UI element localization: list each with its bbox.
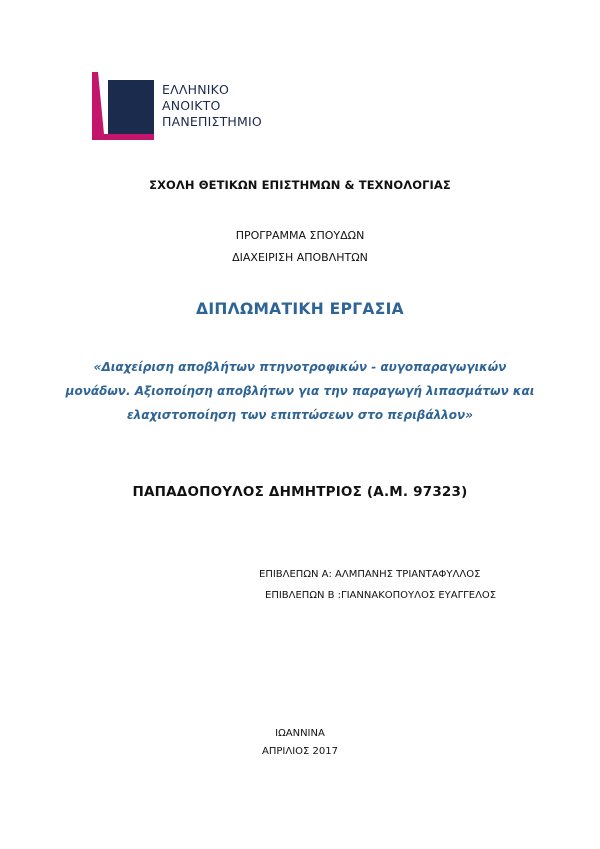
logo-line-2: ΑΝΟΙΚΤΟ: [162, 98, 221, 113]
thesis-title-line-2: μονάδων. Αξιοποίηση αποβλήτων για την παραγωγή λιπασμάτων και: [65, 384, 535, 398]
supervisor-b: ΕΠΙΒΛΕΠΩΝ Β :ΓΙΑΝΝΑΚΟΠΟΥΛΟΣ ΕΥΑΓΓΕΛΟΣ: [265, 590, 497, 601]
logo-wordmark: [162, 82, 262, 130]
author-name: ΠΑΠΑΔΟΠΟΥΛΟΣ ΔΗΜΗΤΡΙΟΣ (Α.Μ. 97323): [132, 484, 468, 500]
place: ΙΩΑΝΝΙΝΑ: [275, 728, 325, 739]
thesis-title: [0, 355, 600, 427]
logo-line-1: ΕΛΛΗΝΙΚΟ: [162, 82, 230, 97]
logo-line-3: ΠΑΝΕΠΙΣΤΗΜΙΟ: [162, 114, 262, 129]
document-type: ΔΙΠΛΩΜΑΤΙΚΗ ΕΡΓΑΣΙΑ: [196, 300, 404, 318]
program-subject: ΔΙΑΧΕΙΡΙΣΗ ΑΠΟΒΛΗΤΩΝ: [232, 251, 368, 264]
thesis-title-line-1: «Διαχείριση αποβλήτων πτηνοτροφικών - αυγοπαραγωγικών: [93, 360, 507, 374]
thesis-title-line-3: ελαχιστοποίηση των επιπτώσεων στο περιβάλλον»: [127, 408, 473, 422]
university-logo: [92, 72, 272, 142]
logo-emblem-icon: [92, 72, 156, 142]
program-title: ΠΡΟΓΡΑΜΜΑ ΣΠΟΥΔΩΝ: [235, 229, 365, 242]
supervisor-a: ΕΠΙΒΛΕΠΩΝ Α: ΑΛΜΠΑΝΗΣ ΤΡΙΑΝΤΑΦΥΛΛΟΣ: [259, 569, 481, 580]
school-name: ΣΧΟΛΗ ΘΕΤΙΚΩΝ ΕΠΙΣΤΗΜΩΝ & ΤΕΧΝΟΛΟΓΙΑΣ: [149, 178, 451, 192]
date: ΑΠΡΙΛΙΟΣ 2017: [262, 746, 338, 757]
